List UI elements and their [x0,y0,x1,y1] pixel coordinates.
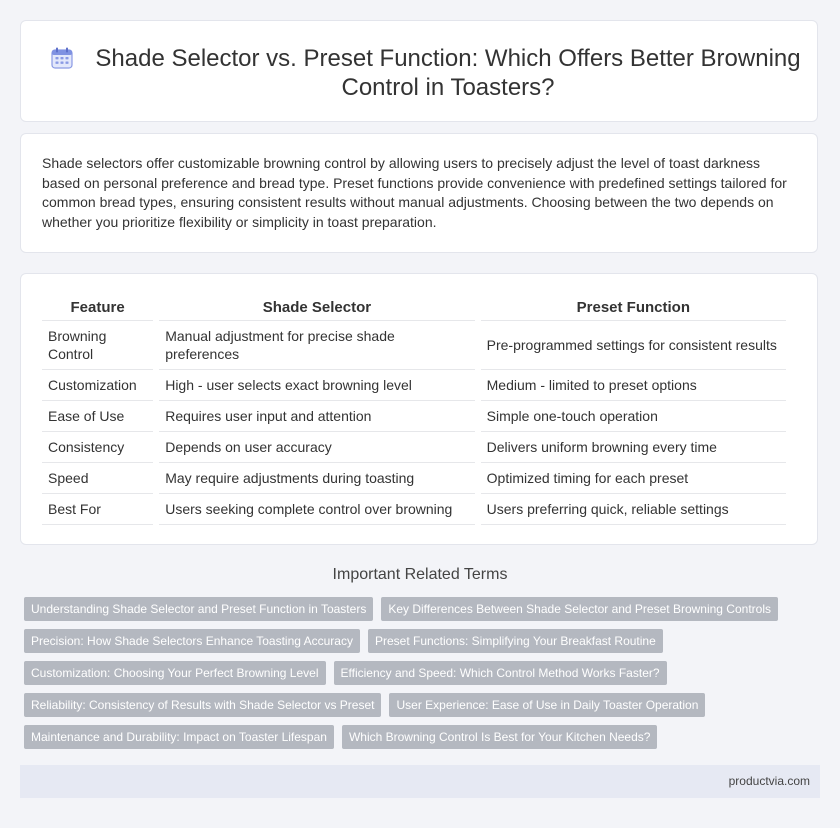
table-cell-preset-function: Optimized timing for each preset [481,463,786,494]
table-cell-feature: Speed [42,463,153,494]
related-term-tag[interactable]: Efficiency and Speed: Which Control Method Works Faster? [334,661,667,685]
table-cell-shade-selector: May require adjustments during toasting [159,463,474,494]
related-terms-list [24,597,814,749]
table-cell-shade-selector: Users seeking complete control over browning [159,494,474,525]
intro-paragraph: Shade selectors offer customizable browning control by allowing users to precisely adjust the level of toast darkness based on personal preference and bread type. Preset functions provide convenience with predefined settings tailored for common bread types, ensuring consistent results without manual adjustments. Choosing between the two depends on whether you prioritize flexibility or simplicity in toast preparation. [42,155,787,230]
table-row [42,321,786,370]
table-cell-preset-function: Users preferring quick, reliable settings [481,494,786,525]
table-cell-shade-selector: Manual adjustment for precise shade preferences [159,321,474,370]
page-title: Shade Selector vs. Preset Function: Which Offers Better Browning Control in Toasters? [95,45,801,101]
table-cell-feature: Browning Control [42,321,153,370]
intro-card [20,133,818,253]
related-term-tag[interactable]: Preset Functions: Simplifying Your Breakfast Routine [368,629,663,653]
table-header-row [42,294,786,321]
related-term-tag[interactable]: User Experience: Ease of Use in Daily Toaster Operation [389,693,705,717]
related-term-tag[interactable]: Maintenance and Durability: Impact on Toaster Lifespan [24,725,334,749]
related-term-tag[interactable]: Key Differences Between Shade Selector and Preset Browning Controls [381,597,778,621]
header-card [20,20,818,122]
table-row [42,370,786,401]
column-header-shade-selector: Shade Selector [159,294,474,321]
table-cell-feature: Consistency [42,432,153,463]
column-header-feature: Feature [42,294,153,321]
related-term-tag[interactable]: Precision: How Shade Selectors Enhance Toasting Accuracy [24,629,360,653]
related-term-tag[interactable]: Reliability: Consistency of Results with Shade Selector vs Preset [24,693,381,717]
site-name[interactable]: productvia.com [728,774,810,788]
table-cell-preset-function: Medium - limited to preset options [481,370,786,401]
table-cell-feature: Ease of Use [42,401,153,432]
table-cell-feature: Best For [42,494,153,525]
table-row [42,432,786,463]
comparison-table [36,294,792,525]
comparison-card [20,273,818,545]
footer [20,765,820,798]
table-cell-shade-selector: High - user selects exact browning level [159,370,474,401]
table-cell-preset-function: Pre-programmed settings for consistent results [481,321,786,370]
table-cell-preset-function: Delivers uniform browning every time [481,432,786,463]
table-row [42,494,786,525]
table-cell-preset-function: Simple one-touch operation [481,401,786,432]
table-row [42,463,786,494]
related-terms-title: Important Related Terms [332,566,508,583]
related-term-tag[interactable]: Understanding Shade Selector and Preset Function in Toasters [24,597,373,621]
calendar-icon [51,47,73,69]
column-header-preset-function: Preset Function [481,294,786,321]
table-row [42,401,786,432]
table-cell-shade-selector: Depends on user accuracy [159,432,474,463]
table-cell-feature: Customization [42,370,153,401]
table-cell-shade-selector: Requires user input and attention [159,401,474,432]
related-term-tag[interactable]: Which Browning Control Is Best for Your Kitchen Needs? [342,725,658,749]
related-term-tag[interactable]: Customization: Choosing Your Perfect Browning Level [24,661,326,685]
